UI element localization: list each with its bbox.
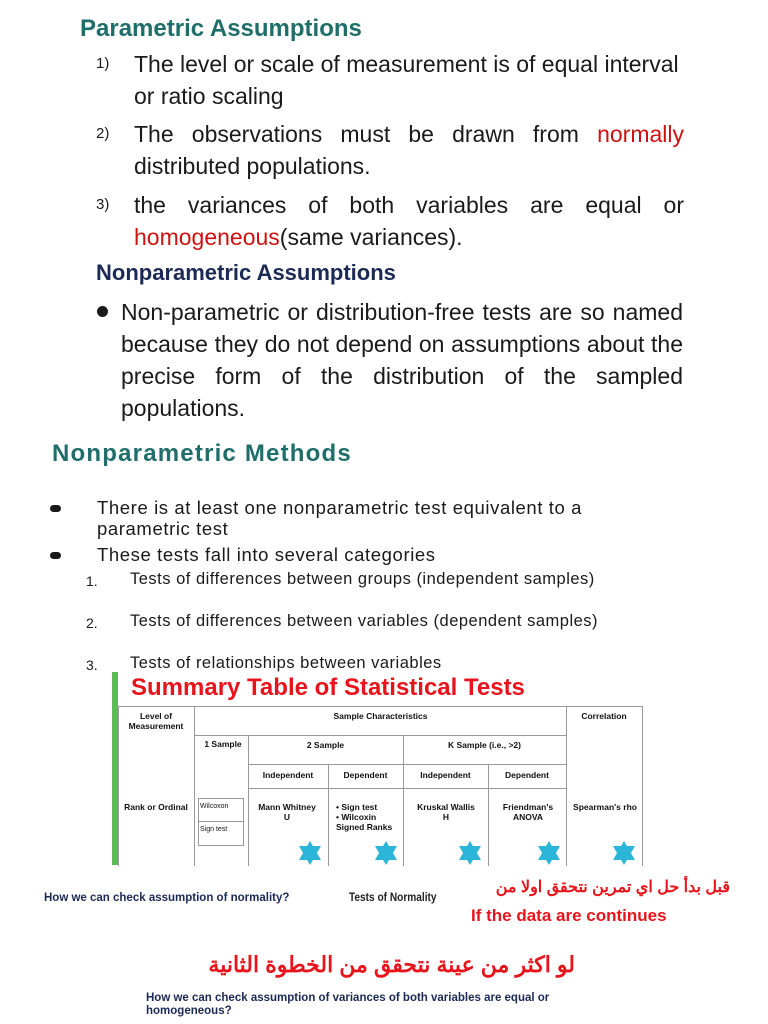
level-header: Level of Measurement [128,711,184,731]
sample-header: Sample Characteristics [333,711,428,721]
bullet-icon [97,306,108,317]
item-number: 1) [96,55,110,72]
parametric-item-2 [134,118,684,182]
bullet-icon [50,505,61,512]
parametric-item-3 [134,189,684,253]
nonparametric-heading: Nonparametric Assumptions [96,260,396,285]
parametric-heading: Parametric Assumptions [80,15,362,42]
variances-question: How we can check assumption of variances of both variables are equal or homogeneous? [146,992,550,1017]
category-number: 1. [86,573,98,589]
category-3: Tests of relationships between variables [130,654,442,672]
tests-of-normality-label: Tests of Normality [349,892,437,904]
friedman-cell: Friendman's ANOVA [502,802,554,822]
highlight-homogeneous: homogeneous [134,224,280,250]
dependent-header: Dependent [343,770,388,780]
methods-heading: Nonparametric Methods [52,440,352,467]
star-icon [457,840,483,866]
one-sample-header: 1 Sample [204,739,242,749]
methods-bullet-1: There is at least one nonparametric test equivalent to a parametric test [97,497,583,539]
sign-test-cell: Sign test [200,826,228,833]
spearman-cell: Spearman's rho [573,802,637,812]
bullet-icon [50,552,61,559]
summary-title: Summary Table of Statistical Tests [131,674,525,701]
dependent-header: Dependent [505,770,549,780]
independent-header: Independent [262,770,314,780]
star-icon [297,840,323,866]
highlight-normally: normally [597,121,685,147]
arabic-note: قبل بدأ حل اي تمرين نتحقق اولا من [495,879,730,896]
item-text: The observations must be drawn from [134,121,579,147]
category-number: 3. [86,657,98,673]
nonparametric-bullet: Non-parametric or distribution-free tests are so named because they do not depend on assumptions about the precise form of the distribution of the sampled populations. [121,299,683,421]
independent-header: Independent [420,770,471,780]
list-item: • Sign test [336,802,378,812]
item-text: distributed populations. [134,153,371,179]
category-2: Tests of differences between variables (dependent samples) [130,612,599,630]
list-item: • Wilcoxin Signed Ranks [336,812,393,832]
wilcoxon-cell: Wilcoxon [200,803,229,810]
continues-note: If the data are continues [471,906,667,925]
mann-whitney-cell: Mann Whitney U [258,802,316,822]
item-text: the variances of both variables are equal or [134,192,684,218]
star-icon [611,840,637,866]
two-sample-header: 2 Sample [306,740,345,750]
category-1: Tests of differences between groups (independent samples) [130,570,595,588]
parametric-item-1: The level or scale of measurement is of equal interval or ratio scaling [134,51,679,109]
item-number: 3) [96,196,110,213]
star-icon [536,840,562,866]
correlation-header: Correlation [581,711,627,721]
k-sample-header: K Sample (i.e., >2) [448,740,521,750]
arabic-second-step: لو اكثر من عينة نتحقق من الخطوة الثانية [208,952,575,977]
normality-question: How we can check assumption of normality? [44,892,290,904]
category-number: 2. [86,615,98,631]
methods-bullet-2: These tests fall into several categories [97,544,436,565]
dependent-tests-cell [336,802,400,832]
item-text: (same variances). [279,224,463,250]
kruskal-wallis-cell: Kruskal Wallis H [417,802,475,822]
star-icon [373,840,399,866]
rank-ordinal-label: Rank or Ordinal [124,802,188,812]
item-number: 2) [96,125,110,142]
